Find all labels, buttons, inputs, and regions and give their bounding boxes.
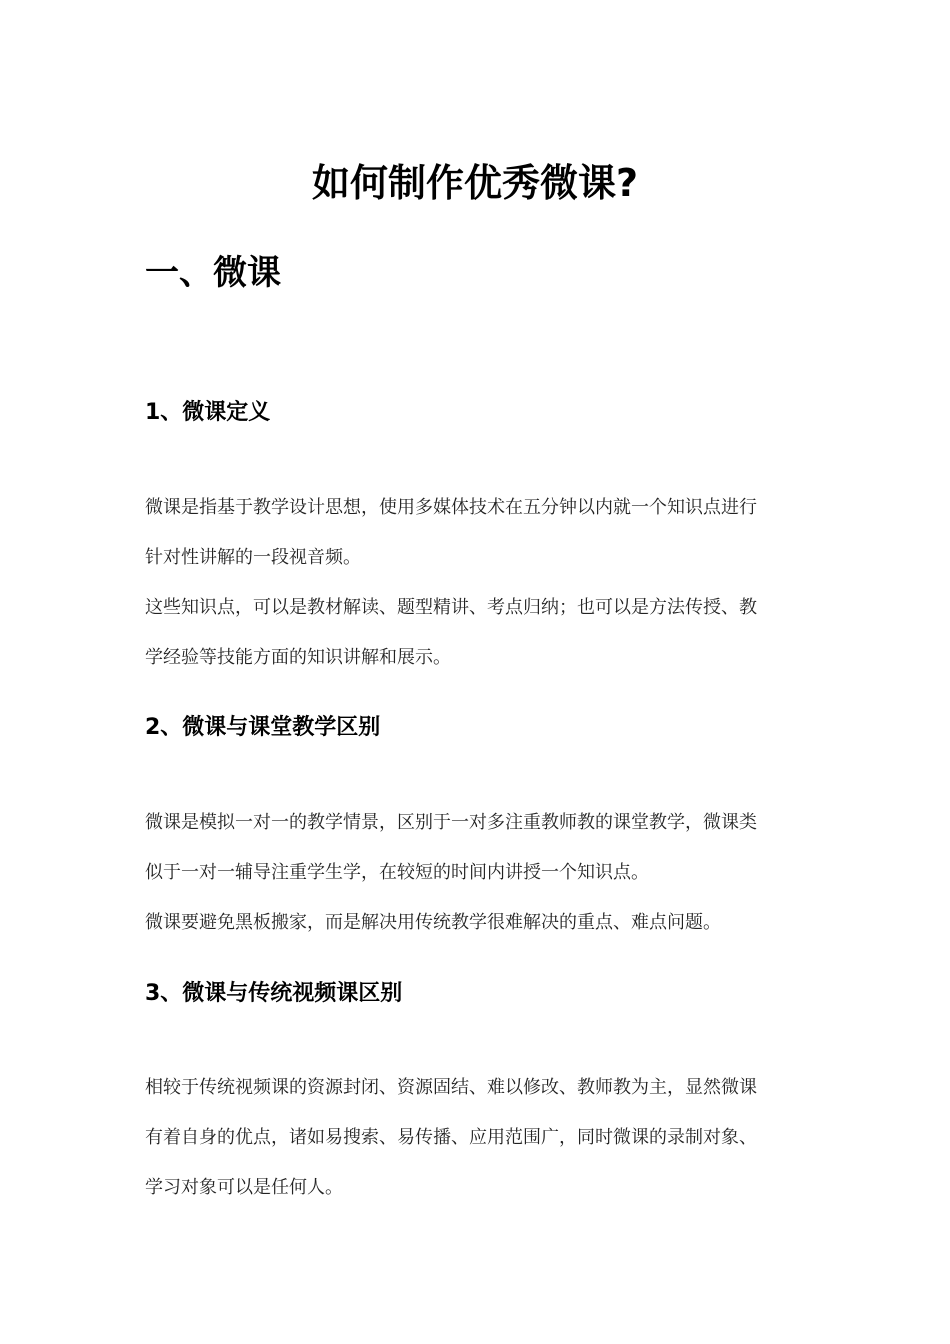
- paragraph-line: 微课要避免黑板搬家，而是解决用传统教学很难解决的重点、难点问题。: [145, 912, 721, 933]
- paragraph-line: 这些知识点，可以是教材解读、题型精讲、考点归纳；也可以是方法传授、教: [145, 597, 757, 618]
- subsection-heading-video: 3、微课与传统视频课区别: [145, 981, 403, 1006]
- paragraph: [145, 583, 815, 683]
- paragraph-line: 似于一对一辅导注重学生学，在较短的时间内讲授一个知识点。: [145, 862, 649, 883]
- document-title: 如何制作优秀微课?: [311, 161, 639, 205]
- paragraph: [145, 898, 815, 948]
- subsection-heading-classroom: 2、微课与课堂教学区别: [145, 715, 381, 740]
- paragraph-line: 学习对象可以是任何人。: [145, 1177, 343, 1198]
- paragraph: [145, 798, 815, 898]
- paragraph-line: 针对性讲解的一段视音频。: [145, 547, 361, 568]
- paragraph-line: 相较于传统视频课的资源封闭、资源固结、难以修改、教师教为主，显然微课: [145, 1077, 757, 1098]
- paragraph-line: 微课是模拟一对一的教学情景，区别于一对多注重教师教的课堂教学，微课类: [145, 812, 757, 833]
- paragraph-line: 微课是指基于教学设计思想，使用多媒体技术在五分钟以内就一个知识点进行: [145, 497, 757, 518]
- subsection-heading-definition: 1、微课定义: [145, 400, 271, 425]
- paragraph-line: 有着自身的优点，诸如易搜索、易传播、应用范围广，同时微课的录制对象、: [145, 1127, 757, 1148]
- paragraph: [145, 483, 815, 583]
- section-heading: 一、微课: [145, 253, 281, 293]
- paragraph-line: 学经验等技能方面的知识讲解和展示。: [145, 647, 451, 668]
- paragraph: [145, 1063, 815, 1213]
